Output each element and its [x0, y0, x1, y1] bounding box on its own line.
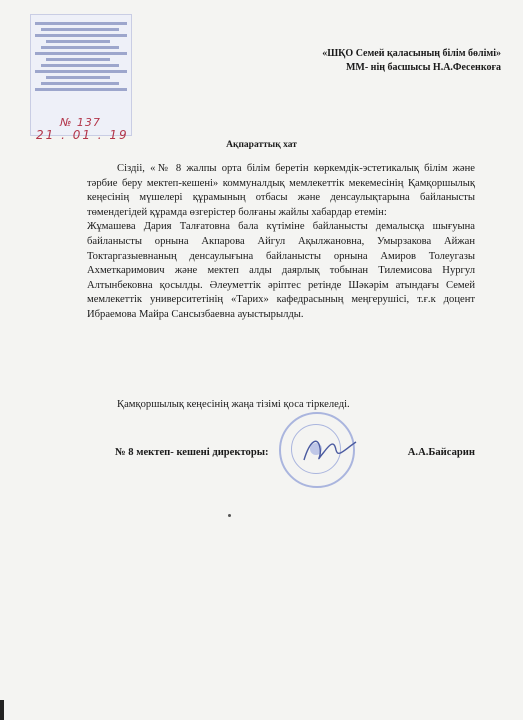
addressee-block	[271, 47, 501, 75]
letter-body	[87, 162, 475, 323]
stray-mark	[228, 514, 231, 517]
signature-row	[115, 447, 475, 467]
scan-edge-mark	[0, 700, 4, 720]
signatory-name: А.А.Байсарин	[407, 447, 475, 458]
stamp-text-lines	[35, 19, 127, 94]
paragraph-changes: Жұмашева Дария Талғатовна бала күтіміне байланысты демалысқа шығуына байланысты орнына Акпарова Айгул Ақылжановна, Умырзакова Айжан Токтаргазыевнаның денсаулығына байланысты орнына Амиров Толеугазы Ахметкаримович және мектеп алды даярлық тобынан Тилемисова Нургул Алтынбековна қосылды. Әлеуметтік әріптес ретінде Шәкәрім атындағы Семей мемлекеттік университетінің «Тарих» кафедрасының меңгерушісі, т.ғ.к доцент Ибраемова Майра Сансызбаевна ауыстырылды.	[87, 221, 475, 320]
addressee-line-1: «ШҚО Семей қаласының білім бөлімі»	[322, 48, 501, 59]
registration-number: № 137	[60, 116, 101, 129]
addressee-line-2: ММ- нің басшысы Н.А.Фесенкоға	[345, 62, 501, 73]
signatory-position: № 8 мектеп- кешені директоры:	[115, 447, 269, 458]
paragraph-intro: Сіздіі, «№ 8 жалпы орта білім беретін көркемдік-эстетикалық білім және тәрбие беру мектеп-кешені» коммуналдық мемлекеттік мекемесінің Қамқоршылық кеңесінің мүшелері құрамының отбасы және денсаулықтарына байланысты төмендегідей құрамда өзгерістер болғаны жайлы хабардар етемін:	[87, 163, 475, 218]
document-title: Ақпараттық хат	[226, 140, 297, 150]
registration-date: 21 . 01 . 19	[36, 128, 129, 142]
attachment-note: Қамқоршылық кеңесінің жаңа тізімі қоса тіркеледі.	[117, 399, 350, 410]
